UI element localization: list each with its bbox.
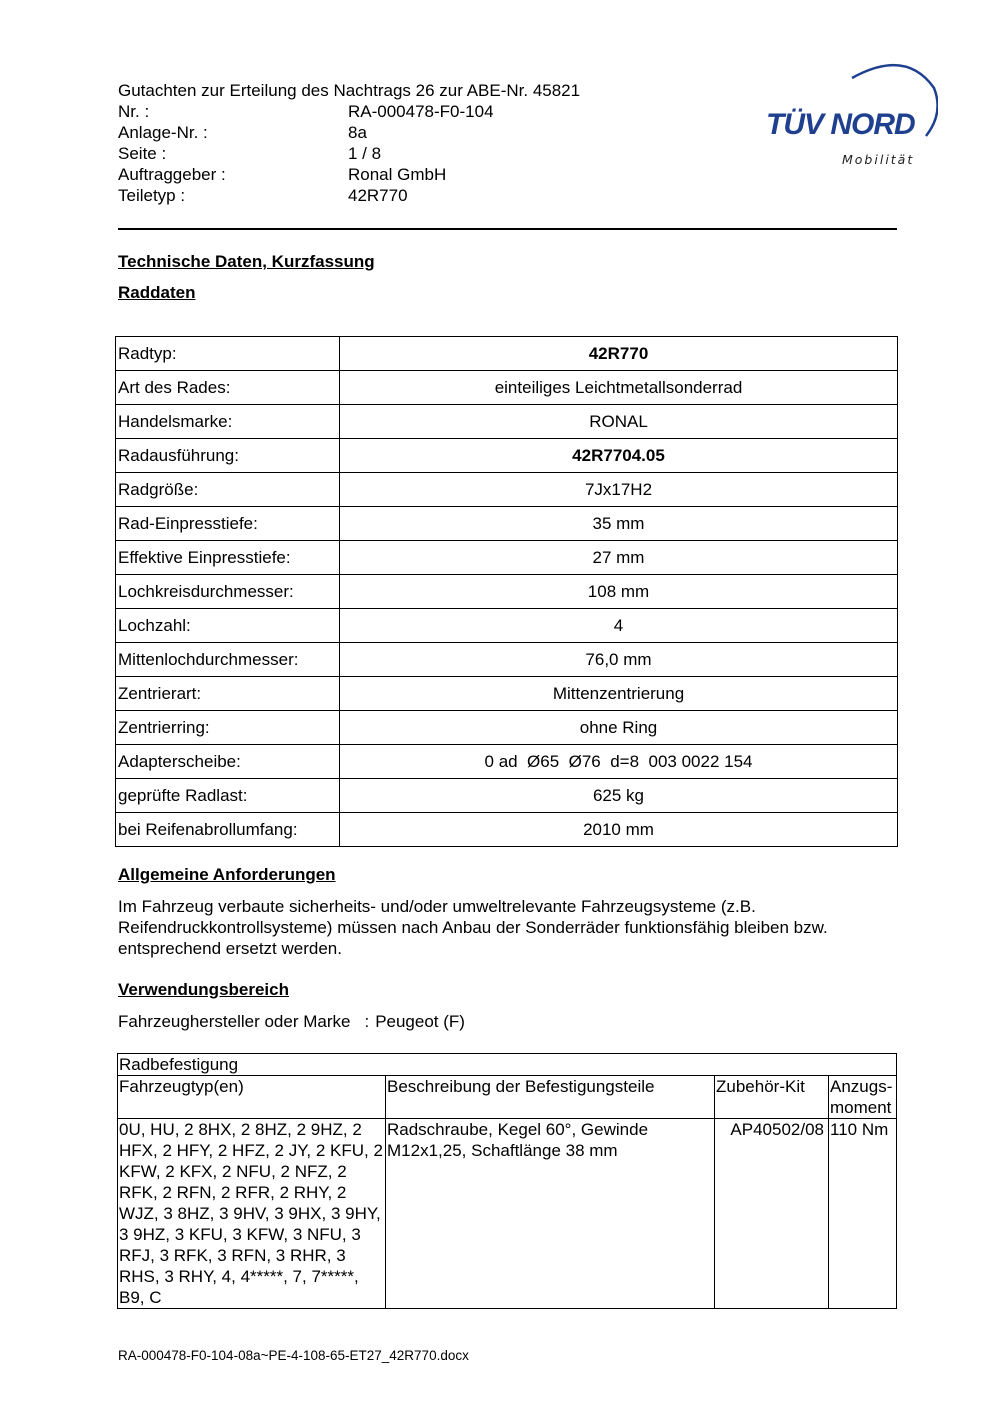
table-row: [116, 541, 898, 575]
row-value: 7Jx17H2: [340, 473, 898, 507]
header-row-teiletyp: [118, 185, 678, 206]
row-value: 42R7704.05: [340, 439, 898, 473]
header-key: Anlage-Nr. :: [118, 123, 208, 142]
logo-brand: TÜV NORD: [766, 108, 915, 141]
table-row: [116, 337, 898, 371]
header-value: 8a: [348, 123, 367, 142]
document-header: [118, 80, 678, 206]
header-row-seite: [118, 143, 678, 164]
table-row: [116, 677, 898, 711]
column-header: Anzugs- moment: [829, 1076, 897, 1119]
table-row: [116, 609, 898, 643]
row-value: einteiliges Leichtmetallsonderrad: [340, 371, 898, 405]
row-label: Mittenlochdurchmesser:: [116, 643, 340, 677]
header-divider: [118, 228, 897, 230]
fahrzeughersteller-row: [118, 1012, 465, 1032]
table-row: [116, 371, 898, 405]
table-header-row: [118, 1076, 897, 1119]
row-label: Rad-Einpresstiefe:: [116, 507, 340, 541]
row-label: Handelsmarke:: [116, 405, 340, 439]
heading-allgemeine-anforderungen: Allgemeine Anforderungen: [118, 865, 336, 884]
row-label: Radausführung:: [116, 439, 340, 473]
row-label: Radtyp:: [116, 337, 340, 371]
fahrzeugtypen-cell: 0U, HU, 2 8HX, 2 8HZ, 2 9HZ, 2 HFX, 2 HFY, 2 HFZ, 2 JY, 2 KFU, 2 KFW, 2 KFX, 2 NFU, 2 NFZ, 2 RFK, 2 RFN, 2 RFR, 2 RHY, 2 WJZ, 3 8HZ, 3 9HV, 3 9HX, 3 9HY, 3 9HZ, 3 KFU, 3 KFW, 3 NFU, 3 RFJ, 3 RFK, 3 RFN, 3 RHR, 3 RHS, 3 RHY, 4, 4*****, 7, 7*****, B9, C: [118, 1119, 386, 1309]
heading-verwendungsbereich: Verwendungsbereich: [118, 980, 289, 999]
table-row: [116, 643, 898, 677]
heading-technische-daten: Technische Daten, Kurzfassung: [118, 252, 375, 271]
table-row: [116, 405, 898, 439]
radbefestigung-title: Radbefestigung: [118, 1054, 897, 1076]
header-row-nr: [118, 101, 678, 122]
row-label: Effektive Einpresstiefe:: [116, 541, 340, 575]
row-label: Zentrierring:: [116, 711, 340, 745]
table-row: [116, 575, 898, 609]
row-value: 108 mm: [340, 575, 898, 609]
header-key: Seite :: [118, 144, 167, 163]
row-label: Zentrierart:: [116, 677, 340, 711]
fahrzeughersteller-separator: :: [364, 1012, 370, 1031]
raddaten-table: [115, 336, 898, 847]
table-row: [118, 1119, 897, 1309]
row-value: RONAL: [340, 405, 898, 439]
header-key: Nr. :: [118, 102, 150, 121]
column-header: Beschreibung der Befestigungsteile: [386, 1076, 715, 1119]
tuv-nord-logo: [766, 58, 938, 173]
row-label: Radgröße:: [116, 473, 340, 507]
fahrzeughersteller-label: Fahrzeughersteller oder Marke: [118, 1012, 351, 1031]
row-value: 35 mm: [340, 507, 898, 541]
column-header: Zubehör-Kit: [715, 1076, 829, 1119]
column-header: Fahrzeugtyp(en): [118, 1076, 386, 1119]
document-title: Gutachten zur Erteilung des Nachtrags 26 zur ABE-Nr. 45821: [118, 81, 581, 100]
table-row: [116, 779, 898, 813]
row-label: Adapterscheibe:: [116, 745, 340, 779]
header-value: 1 / 8: [348, 144, 382, 163]
beschreibung-cell: Radschraube, Kegel 60°, Gewinde M12x1,25, Schaftlänge 38 mm: [386, 1119, 715, 1309]
row-label: bei Reifenabrollumfang:: [116, 813, 340, 847]
table-row: [116, 745, 898, 779]
table-row: [116, 813, 898, 847]
row-label: Lochzahl:: [116, 609, 340, 643]
table-row: [116, 439, 898, 473]
anzugsmoment-cell: 110 Nm: [829, 1119, 897, 1309]
header-value: Ronal GmbH: [348, 165, 447, 184]
header-value: 42R770: [348, 186, 408, 205]
allgemeine-text: Im Fahrzeug verbaute sicherheits- und/oder umweltrelevante Fahrzeugsysteme (z.B. Reifendruckkontrollsysteme) müssen nach Anbau der Sonderräder funktionsfähig bleiben bzw. entsprechend ersetzt werden.: [118, 897, 828, 958]
row-label: Lochkreisdurchmesser:: [116, 575, 340, 609]
table-row: [116, 711, 898, 745]
header-row-auftraggeber: [118, 164, 678, 185]
row-value: 0 ad Ø65 Ø76 d=8 003 0022 154: [340, 745, 898, 779]
row-value: 2010 mm: [340, 813, 898, 847]
fahrzeughersteller-value: Peugeot (F): [375, 1012, 465, 1031]
row-value: ohne Ring: [340, 711, 898, 745]
row-label: geprüfte Radlast:: [116, 779, 340, 813]
row-value: 625 kg: [340, 779, 898, 813]
footer-filename: RA-000478-F0-104-08a~PE-4-108-65-ET27_42R770.docx: [118, 1348, 469, 1363]
row-label: Art des Rades:: [116, 371, 340, 405]
logo-subtitle: Mobilität: [842, 152, 915, 167]
heading-raddaten: Raddaten: [118, 283, 196, 302]
row-value: Mittenzentrierung: [340, 677, 898, 711]
table-row: [116, 473, 898, 507]
radbefestigung-table: [117, 1053, 897, 1309]
header-value: RA-000478-F0-104: [348, 102, 494, 121]
row-value: 76,0 mm: [340, 643, 898, 677]
zubehoer-kit-cell: AP40502/08: [715, 1119, 829, 1309]
table-row: [116, 507, 898, 541]
header-row-anlage: [118, 122, 678, 143]
header-key: Auftraggeber :: [118, 165, 226, 184]
row-value: 42R770: [340, 337, 898, 371]
header-key: Teiletyp :: [118, 186, 186, 205]
row-value: 27 mm: [340, 541, 898, 575]
row-value: 4: [340, 609, 898, 643]
table-row: [118, 1054, 897, 1076]
